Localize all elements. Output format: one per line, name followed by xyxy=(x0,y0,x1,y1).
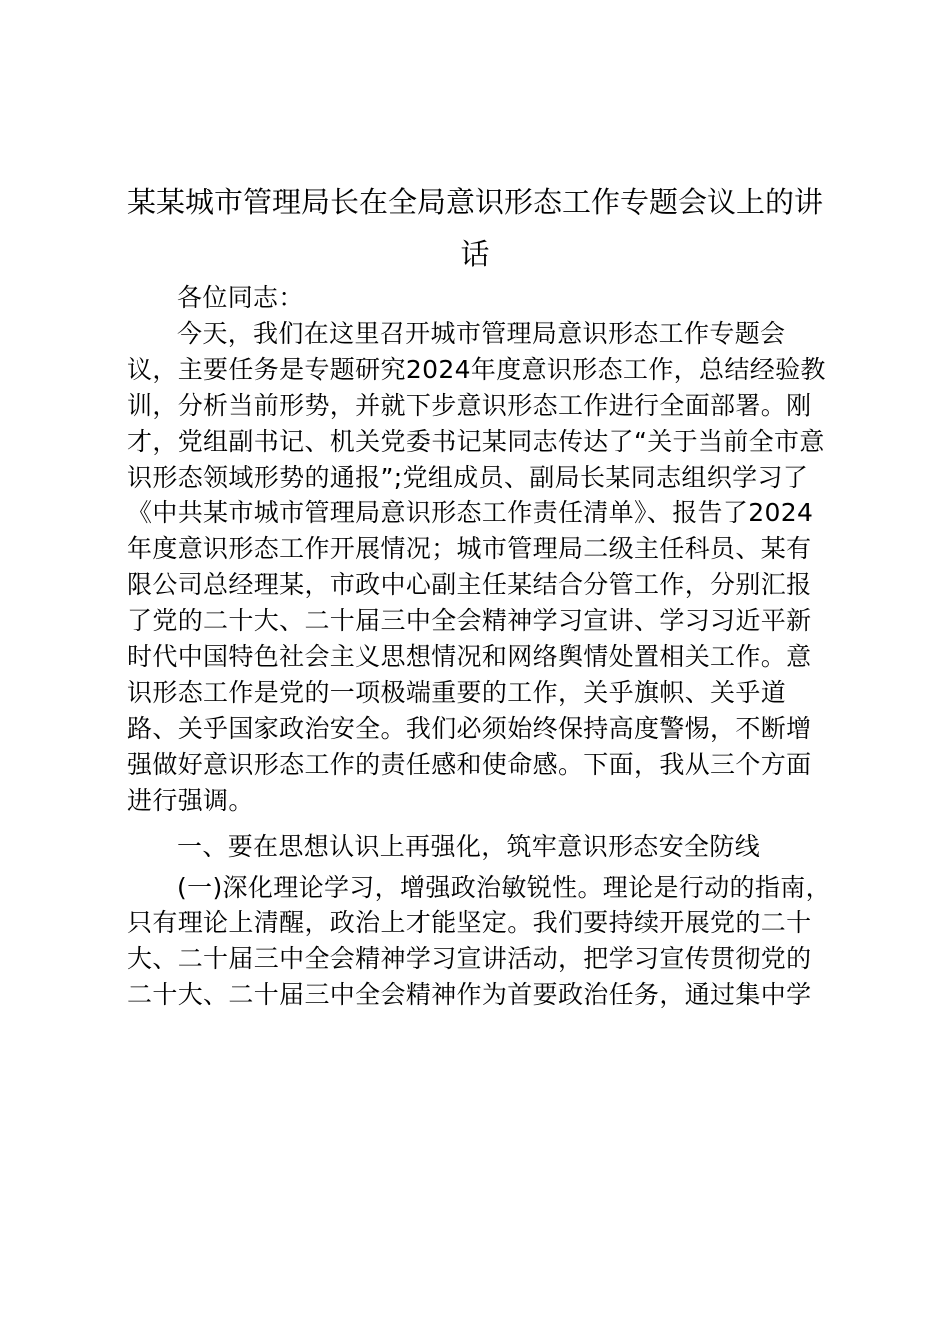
paragraph-intro: 今天，我们在这里召开城市管理局意识形态工作专题会议，主要任务是专题研究2024年度意识形态工作，总结经验教训，分析当前形势，并就下步意识形态工作进行全面部署。刚才，党组副书记、机关党委书记某同志传达了“关于当前全市意识形态领域形势的通报”;党组成员、副局长某同志组织学习了《中共某市城市管理局意识形态工作责任清单》、报告了2024年度意识形态工作开展情况；城市管理局二级主任科员、某有限公司总经理某，市政中心副主任某结合分管工作，分别汇报了党的二十大、二十届三中全会精神学习宣讲、学习习近平新时代中国特色社会主义思想情况和网络舆情处置相关工作。意识形态工作是党的一项极端重要的工作，关乎旗帜、关乎道路、关乎国家政治安全。我们必须始终保持高度警惕，不断增强做好意识形态工作的责任感和使命感。下面，我从三个方面进行强调。 xyxy=(127,318,826,815)
document-title: 某某城市管理局长在全局意识形态工作专题会议上的讲话 xyxy=(126,185,823,271)
section-heading-1: 一、要在思想认识上再强化，筑牢意识形态安全防线 xyxy=(177,831,761,861)
salutation: 各位同志： xyxy=(177,283,304,312)
document-body xyxy=(127,280,831,1013)
paragraph-section-1-1: (一)深化理论学习，增强政治敏锐性。理论是行动的指南，只有理论上清醒，政治上才能坚定。我们要持续开展党的二十大、二十届三中全会精神学习宣讲活动，把学习宣传贯彻党的二十大、二十届三中全会精神作为首要政治任务，通过集中学 xyxy=(127,872,831,1010)
